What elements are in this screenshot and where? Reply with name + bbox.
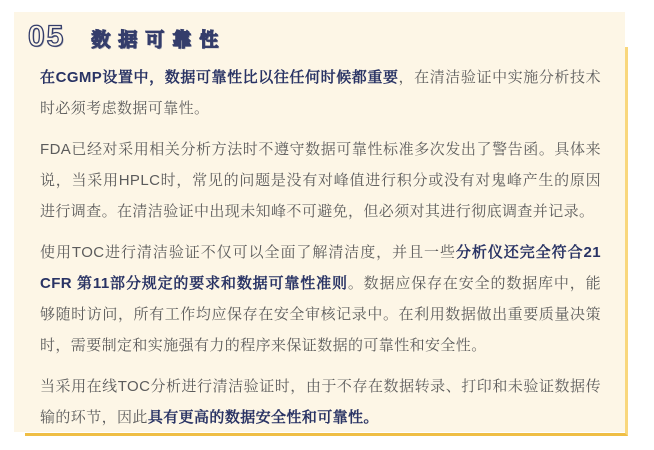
content-card: [14, 12, 625, 432]
text-segment: ，在清洁验证中实施分析技术时必须考虑数据可靠性。: [40, 69, 601, 117]
paragraph-1: [40, 62, 601, 124]
text-segment: 分析仪还完全符合21 CFR 第11部分规定的要求和数据可靠性准则: [40, 244, 601, 292]
paragraph-3: [40, 237, 601, 361]
paragraph-2: [40, 134, 601, 227]
text-segment: 在CGMP设置中，数据可靠性比以往任何时候都重要: [40, 69, 399, 86]
paragraph-4: [40, 371, 601, 433]
text-segment: 具有更高的数据安全性和可靠性。: [147, 409, 379, 426]
text-segment: 。数据应保存在安全的数据库中，能够随时访问，所有工作均应保存在安全审核记录中。在利用数据做出重要质量决策时，需要制定和实施强有力的程序来保证数据的可靠性和安全性。: [40, 275, 602, 354]
section-header: [28, 20, 226, 54]
article-body: [40, 62, 601, 433]
text-segment: FDA已经对采用相关分析方法时不遵守数据可靠性标准多次发出了警告函。具体来说，当采用HPLC时，常见的问题是没有对峰值进行积分或没有对鬼峰产生的原因进行调查。在清洁验证中出现未知峰不可避免，但必须对其进行彻底调查并记录。: [40, 141, 601, 220]
text-segment: 当采用在线TOC分析进行清洁验证时，由于不存在数据转录、打印和未验证数据传输的环节，因此: [40, 378, 601, 426]
section-number: 05: [28, 20, 66, 53]
text-segment: 使用TOC进行清洁验证不仅可以全面了解清洁度，并且一些: [40, 244, 456, 261]
section-title: 数据可靠性: [91, 30, 227, 51]
